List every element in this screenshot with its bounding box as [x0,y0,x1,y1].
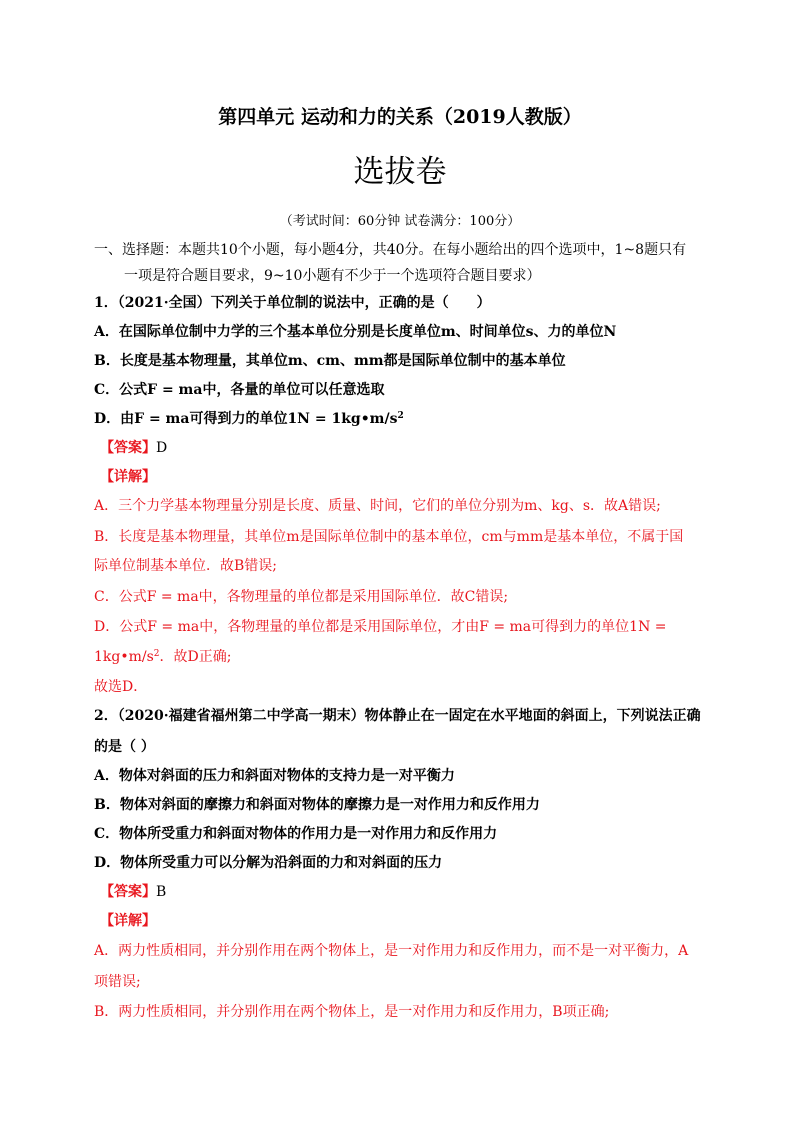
question-1-option-d: D．由F = ma可得到力的单位$1N = 1kg•m/s^2$ [94,411,404,427]
document-subtitle: 选拔卷 [353,154,447,190]
question-1-option-a: A．在国际单位制中力学的三个基本单位分别是长度单位m、时间单位s、力的单位N [94,324,617,340]
question-1-option-c: C．公式F = ma中，各量的单位可以任意选取 [94,382,385,398]
document-title: 第四单元 运动和力的关系（2019人教版） [218,106,582,128]
question-1-answer: 【答案】D [100,440,168,456]
question-2-stem: 2．（2020·福建省福州第二中学高一期末）物体静止在一固定在水平地面的斜面上，下列说法正确 [94,708,701,724]
section-instructions-line1: 一、选择题：本题共10个小题，每小题4分，共40分。在每小题给出的四个选项中，1~8题只有 [94,242,687,258]
question-2-option-d: D．物体所受重力可以分解为沿斜面的力和对斜面的压力 [94,855,443,871]
question-1-explain-b: B．长度是基本物理量，其单位m是国际单位制中的基本单位，cm与mm是基本单位，不属于国 [94,529,684,545]
question-2-option-b: B．物体对斜面的摩擦力和斜面对物体的摩擦力是一对作用力和反作用力 [94,797,540,813]
question-1-explain-b-cont: 际单位制基本单位．故B错误; [94,558,278,574]
question-1-stem: 1．（2021·全国）下列关于单位制的说法中，正确的是（ ） [94,295,491,311]
section-instructions-line2: 一项是符合题目要求，9~10小题有不少于一个选项符合题目要求） [124,268,541,284]
question-2-explain-a-cont: 项错误; [94,974,141,990]
question-1-conclusion: 故选D． [94,679,148,695]
question-2-stem-cont: 的是（ ） [94,739,155,755]
question-2-explain-a: A．两力性质相同，并分别作用在两个物体上，是一对作用力和反作用力，而不是一对平衡力，A [94,943,689,959]
question-2-explain-label: 【详解】 [100,913,156,929]
question-2-explain-b: B．两力性质相同，并分别作用在两个物体上，是一对作用力和反作用力，B项正确; [94,1004,610,1020]
question-2-option-a: A．物体对斜面的压力和斜面对物体的支持力是一对平衡力 [94,768,455,784]
exam-meta: （考试时间：60分钟 试卷满分：100分） [279,214,521,229]
question-1-explain-d: D．公式F = ma中，各物理量的单位都是采用国际单位，才由F = ma可得到力的单位1N = [94,619,667,635]
question-2-option-c: C．物体所受重力和斜面对物体的作用力是一对作用力和反作用力 [94,826,498,842]
question-2-answer: 【答案】B [100,884,167,900]
question-1-explain-a: A．三个力学基本物理量分别是长度、质量、时间，它们的单位分别为m、kg、s．故A错误; [94,498,661,514]
question-1-explain-label: 【详解】 [100,469,156,485]
question-1-explain-d-cont: $1kg•m/s^2$．故D正确; [94,649,232,665]
question-1-option-b: B．长度是基本物理量，其单位m、cm、mm都是国际单位制中的基本单位 [94,353,566,369]
question-1-explain-c: C．公式F = ma中，各物理量的单位都是采用国际单位．故C错误; [94,589,509,605]
